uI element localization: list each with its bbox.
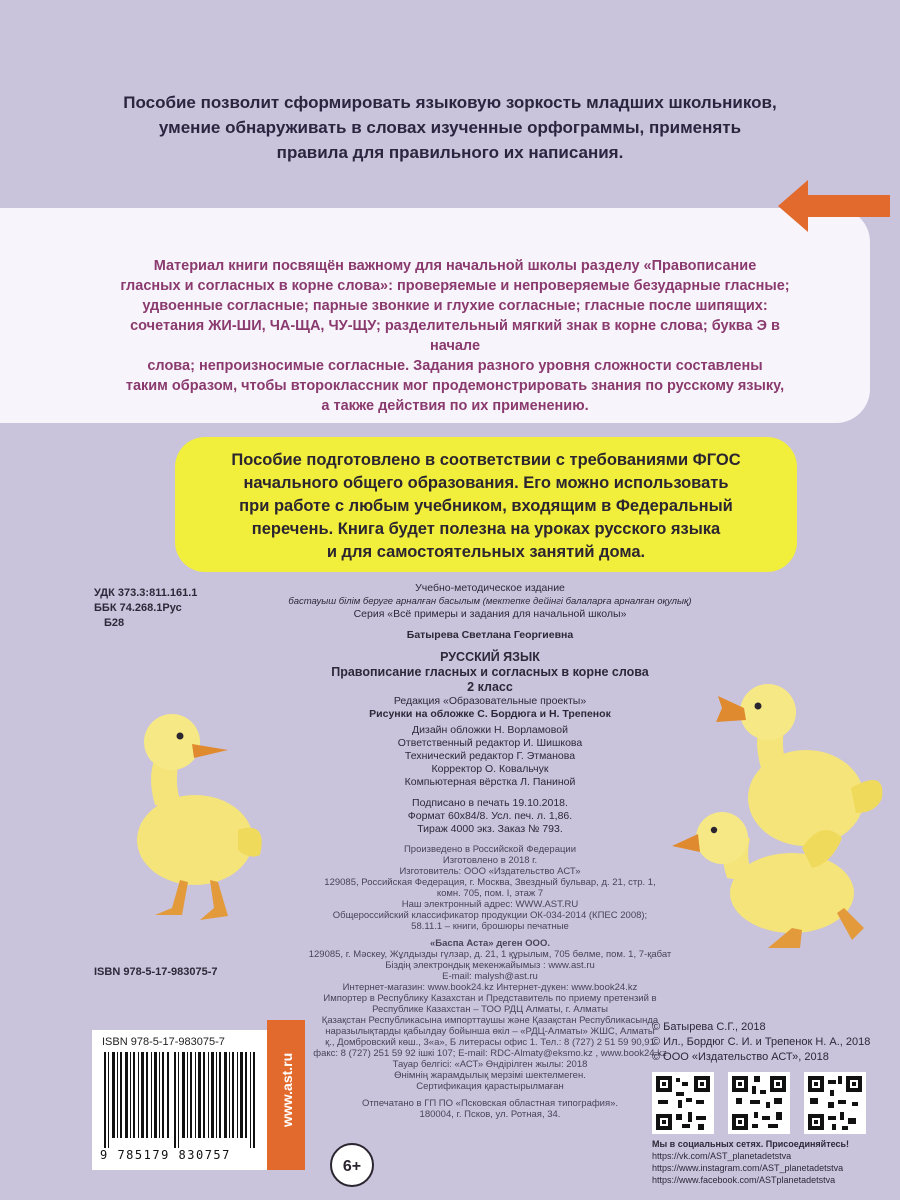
- ast-website-strip: [267, 1020, 305, 1170]
- social-link[interactable]: https://www.facebook.com/ASTplanetadetstva: [652, 1175, 836, 1185]
- back-arrow-icon: [778, 180, 890, 232]
- social-link[interactable]: https://www.instagram.com/AST_planetadetstva: [652, 1163, 844, 1173]
- duck-illustration: [672, 808, 872, 958]
- qr-code-icon[interactable]: [728, 1072, 790, 1134]
- kz-line: қ., Домбровский көш., 3«а», Б литерасы офис 1. Тел.: 8 (727) 2 51 59 90,91: [325, 1037, 655, 1048]
- kz-line: Импортер в Республику Казахстан и Представитель по приему претензий в: [323, 993, 657, 1004]
- credit-line: Технический редактор Г. Этманова: [404, 750, 576, 762]
- credit-line: Дизайн обложки Н. Ворламовой: [412, 724, 568, 736]
- imprint-block: [265, 582, 715, 1120]
- edition-team: Редакция «Образовательные проекты»: [393, 695, 587, 707]
- description-line: слова; непроизносимые согласные. Задания разного уровня сложности составлены: [147, 358, 763, 374]
- description-text: [110, 256, 800, 416]
- description-line: Материал книги посвящён важному для начальной школы разделу «Правописание: [153, 258, 757, 274]
- illustrators: Рисунки на обложке С. Бордюга и Н. Трепенок: [369, 708, 611, 720]
- intro-line: правила для правильного их написания.: [276, 143, 624, 162]
- fgos-line: перечень. Книга будет полезна на уроках русского языка: [251, 520, 721, 538]
- description-line: удвоенные согласные; парные звонкие и глухие согласные; гласные после шипящих:: [142, 298, 768, 314]
- barcode: [92, 1030, 267, 1170]
- book-title: РУССКИЙ ЯЗЫК: [440, 650, 540, 664]
- social-heading: Мы в социальных сетях. Присоединяйтесь!: [652, 1139, 850, 1149]
- kz-line: «Баспа Аста» деген ООО.: [430, 938, 550, 949]
- fgos-line: при работе с любым учебником, входящим в Федеральный: [239, 497, 733, 515]
- intro-text: [60, 90, 840, 165]
- kz-line: Біздің электрондық мекенжайымыз : www.ast.ru: [385, 960, 595, 971]
- copyright-line: © ООО «Издательство АСТ», 2018: [652, 1051, 829, 1063]
- fgos-note: [175, 437, 797, 572]
- description-panel: [0, 208, 870, 423]
- bbk-code: ББК 74.268.1Рус: [94, 602, 182, 614]
- author-mark: Б28: [104, 617, 125, 629]
- classification-codes: [94, 586, 197, 631]
- printer-line: Отпечатано в ГП ПО «Псковская областная типография».: [361, 1098, 619, 1109]
- barcode-bars: [100, 1052, 260, 1148]
- barcode-digits: 9 785179 830757: [100, 1148, 231, 1162]
- publisher-line: комн. 705, пом. I, этаж 7: [436, 888, 544, 899]
- credit-line: Ответственный редактор И. Шишкова: [397, 737, 583, 749]
- intro-line: умение обнаруживать в словах изученные орфограммы, применять: [158, 118, 742, 137]
- kz-line: E-mail: malysh@ast.ru: [442, 971, 538, 982]
- kz-line: Сертификация қарастырылмаған: [416, 1081, 564, 1092]
- kz-line: Қазақстан Республикасына импорттаушы және Қазақстан Республикасында: [321, 1015, 659, 1026]
- credit-line: Корректор О. Ковальчук: [431, 763, 549, 775]
- copyright-block: [652, 1020, 870, 1065]
- udk-code: УДК 373.3:811.161.1: [94, 587, 198, 599]
- fgos-line: и для самостоятельных занятий дома.: [326, 543, 646, 561]
- qr-code-icon[interactable]: [652, 1072, 714, 1134]
- description-line: сочетания ЖИ-ШИ, ЧА-ЩА, ЧУ-ЩУ; разделительный мягкий знак в корне слова; буква Э в начале: [130, 318, 780, 354]
- credit-line: Компьютерная вёрстка Л. Паниной: [404, 776, 576, 788]
- print-line: Формат 60x84/8. Усл. печ. л. 1,86.: [407, 810, 573, 822]
- description-line: таким образом, чтобы второклассник мог продемонстрировать знания по русскому языку,: [125, 378, 785, 394]
- age-rating-badge: 6+: [330, 1143, 374, 1187]
- print-line: Подписано в печать 19.10.2018.: [412, 797, 568, 809]
- kz-line: Республике Казахстан – ТОО РДЦ Алматы, г. Алматы: [372, 1004, 608, 1015]
- edition-type: Учебно-методическое издание: [415, 582, 565, 594]
- social-links: [652, 1138, 849, 1186]
- social-link[interactable]: https://vk.com/AST_planetadetstva: [652, 1151, 792, 1161]
- kz-line: Интернет-магазин: www.book24.kz Интернет-дүкен: www.book24.kz: [342, 982, 638, 993]
- fgos-line: Пособие подготовлено в соответствии с требованиями ФГОС: [231, 451, 741, 469]
- edition-type-kz: бастауыш білім беруге арналған басылым (мектепке дейінгі балаларға арналған оқулық): [288, 596, 692, 607]
- description-line: гласных и согласных в корне слова»: проверяемые и непроверяемые безударные гласные;: [120, 278, 790, 294]
- publisher-line: Изготовлено в 2018 г.: [442, 855, 538, 866]
- publisher-line: Общероссийский классификатор продукции ОК-034-2014 (КПЕС 2008);: [332, 910, 648, 921]
- publisher-line: 58.11.1 – книги, брошюры печатные: [411, 921, 569, 932]
- description-line: а также действия по их применению.: [321, 398, 589, 414]
- copyright-line: © Батырева С.Г., 2018: [652, 1021, 766, 1033]
- barcode-isbn: ISBN 978-5-17-983075-7: [102, 1036, 225, 1048]
- qr-code-icon[interactable]: [804, 1072, 866, 1134]
- printer-line: 180004, г. Псков, ул. Ротная, 34.: [419, 1109, 561, 1120]
- kz-line: Тауар белгісі: «АСТ» Өндірілген жылы: 2018: [392, 1059, 588, 1070]
- grade: 2 класс: [467, 680, 513, 694]
- ast-url: www.ast.ru: [279, 1052, 295, 1127]
- print-line: Тираж 4000 экз. Заказ № 793.: [417, 823, 563, 835]
- kz-line: Өнімнің жарамдылық мерзімі шектелмеген.: [394, 1070, 586, 1081]
- isbn: ISBN 978-5-17-983075-7: [94, 966, 218, 978]
- publisher-line: Наш электронный адрес: WWW.AST.RU: [401, 899, 579, 910]
- author-name: Батырева Светлана Георгиевна: [406, 629, 574, 641]
- kz-line: наразылықтарды қабылдау бойынша өкіл – «РДЦ-Алматы» ЖШС, Алматы: [325, 1026, 655, 1037]
- duck-illustration: [110, 710, 270, 930]
- fgos-line: начального общего образования. Его можно использовать: [243, 474, 729, 492]
- publisher-line: Изготовитель: ООО «Издательство АСТ»: [399, 866, 581, 877]
- publisher-line: 129085, Российская Федерация, г. Москва, Звездный бульвар, д. 21, стр. 1,: [324, 877, 656, 888]
- copyright-line: © Ил., Бордюг С. И. и Трепенок Н. А., 2018: [652, 1036, 871, 1048]
- book-subtitle: Правописание гласных и согласных в корне слова: [331, 665, 649, 679]
- kz-line: 129085, г. Мәскеу, Жұлдызды гүлзар, д. 21, 1 құрылым, 705 бөлме, пом. 1, 7-қабат: [308, 949, 672, 960]
- series-name: Серия «Всё примеры и задания для начальной школы»: [353, 608, 627, 620]
- publisher-line: Произведено в Российской Федерации: [403, 844, 577, 855]
- kz-line: факс: 8 (727) 251 59 92 ішкі 107; E-mail: RDC-Almaty@eksmo.kz , www.book24.kz: [313, 1048, 667, 1059]
- intro-line: Пособие позволит сформировать языковую зоркость младших школьников,: [123, 93, 777, 112]
